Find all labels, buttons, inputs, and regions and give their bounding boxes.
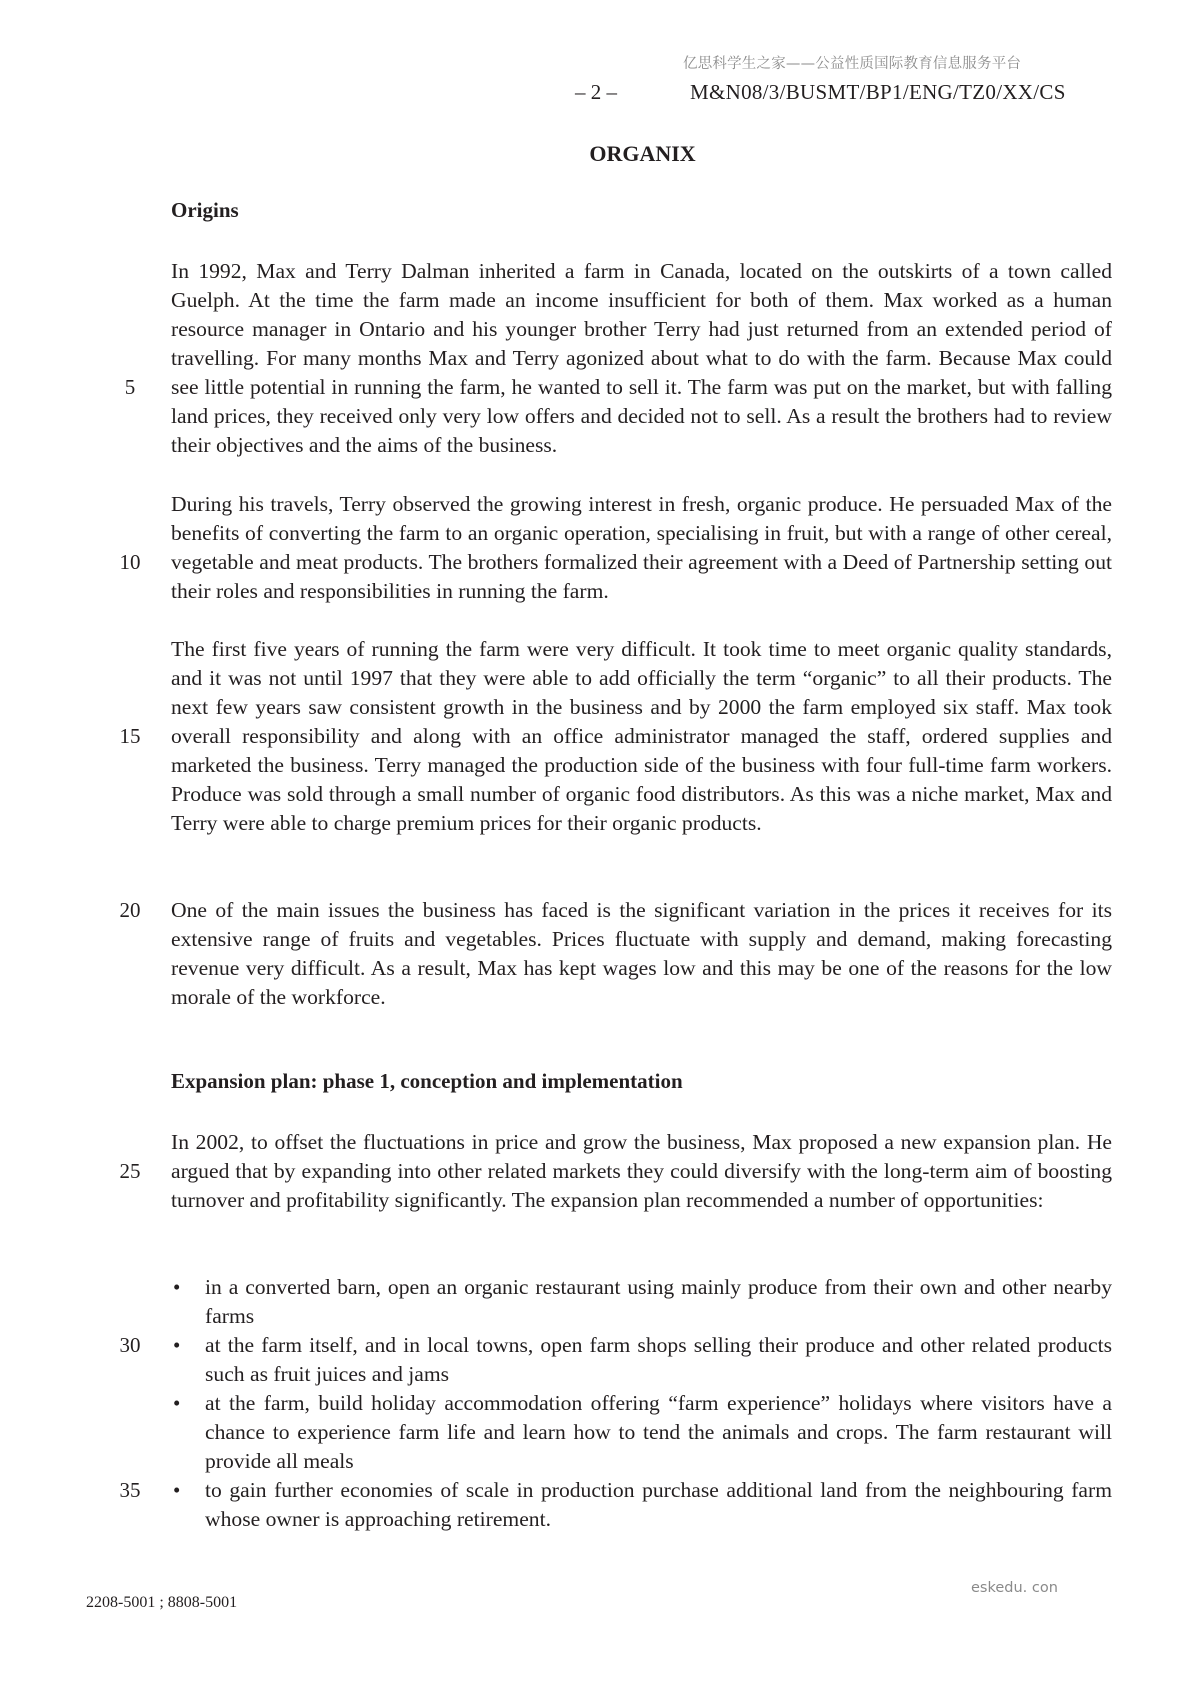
paragraph-origins-1: In 1992, Max and Terry Dalman inherited a farm in Canada, located on the outskirts of a town called Guelph. At the time the farm made an income insufficient for both of them. Max worked as a human resource manager in Ontario and his younger brother Terry had just returned from an extended period of travelling. For many months Max and Terry agonized about what to do with the farm. Because Max could see little potential in running the farm, he wanted to sell it. The farm was put on the market, but with falling land prices, they received only very low offers and decided not to sell. As a result the brothers had to review their objectives and the aims of the business. bbox=[171, 259, 1112, 457]
paragraph-origins-4: One of the main issues the business has faced is the significant variation in the prices it receives for its extensive range of fruits and vegetables. Prices fluctuate with supply and demand, making forecasting revenue very difficult. As a result, Max has kept wages low and this may be one of the reasons for the low morale of the workforce. bbox=[171, 898, 1112, 1009]
bullet-icon: • bbox=[173, 1333, 181, 1357]
paragraph-origins-2: During his travels, Terry observed the growing interest in fresh, organic produce. He persuaded Max of the benefits of converting the farm to an organic operation, specialising in fruit, but with a range of other cereal, vegetable and meat products. The brothers formalized their agreement with a Deed of Partnership setting out their roles and responsibilities in running the farm. bbox=[171, 492, 1112, 603]
section-heading-expansion: Expansion plan: phase 1, conception and implementation bbox=[171, 1069, 683, 1093]
bullet-icon: • bbox=[173, 1391, 181, 1415]
list-item bbox=[171, 1476, 1112, 1534]
bullet-icon: • bbox=[173, 1275, 181, 1299]
line-number: 20 bbox=[119, 898, 141, 922]
paragraph-expansion-1: In 2002, to offset the fluctuations in price and grow the business, Max proposed a new expansion plan. He argued that by expanding into other related markets they could diversify with the long-term aim of boosting turnover and profitability significantly. The expansion plan recommended a number of opportunities: bbox=[171, 1130, 1112, 1212]
list-item-text: in a converted barn, open an organic restaurant using mainly produce from their own and other nearby farms bbox=[205, 1275, 1112, 1328]
list-item-text: at the farm, build holiday accommodation offering “farm experience” holidays where visitors have a chance to experience farm life and learn how to tend the animals and crops. The farm restaurant will provide all meals bbox=[205, 1391, 1112, 1473]
section-heading-origins: Origins bbox=[171, 198, 239, 222]
opportunities-list bbox=[171, 1273, 1112, 1534]
line-number: 10 bbox=[119, 550, 141, 574]
line-number: 30 bbox=[119, 1333, 141, 1357]
page-number: – 2 – bbox=[575, 80, 617, 104]
bullet-icon: • bbox=[173, 1478, 181, 1502]
list-item-text: at the farm itself, and in local towns, open farm shops selling their produce and other related products such as fruit juices and jams bbox=[205, 1333, 1112, 1386]
footer-code: 2208-5001 ; 8808-5001 bbox=[86, 1594, 238, 1611]
document-title: ORGANIX bbox=[589, 141, 696, 166]
header-watermark: 亿思科学生之家——公益性质国际教育信息服务平台 bbox=[683, 56, 1022, 72]
list-item bbox=[171, 1273, 1112, 1331]
exam-code: M&N08/3/BUSMT/BP1/ENG/TZ0/XX/CS bbox=[690, 80, 1066, 104]
list-item bbox=[171, 1389, 1112, 1476]
line-number: 25 bbox=[119, 1159, 141, 1183]
line-number: 15 bbox=[119, 724, 141, 748]
paragraph-origins-3: The first five years of running the farm were very difficult. It took time to meet organic quality standards, and it was not until 1997 that they were able to add officially the term “organic” to all their products. The next few years saw consistent growth in the business and by 2000 the farm employed six staff. Max took overall responsibility and along with an office administrator managed the staff, ordered supplies and marketed the business. Terry managed the production side of the business with four full-time farm workers. Produce was sold through a small number of organic food distributors. As this was a niche market, Max and Terry were able to charge premium prices for their organic products. bbox=[171, 637, 1112, 835]
line-number: 35 bbox=[119, 1478, 141, 1502]
line-number: 5 bbox=[124, 375, 136, 399]
list-item-text: to gain further economies of scale in production purchase additional land from the neighbouring farm whose owner is approaching retirement. bbox=[205, 1478, 1112, 1531]
footer-watermark: eskedu. con bbox=[971, 1580, 1058, 1596]
list-item bbox=[171, 1331, 1112, 1389]
